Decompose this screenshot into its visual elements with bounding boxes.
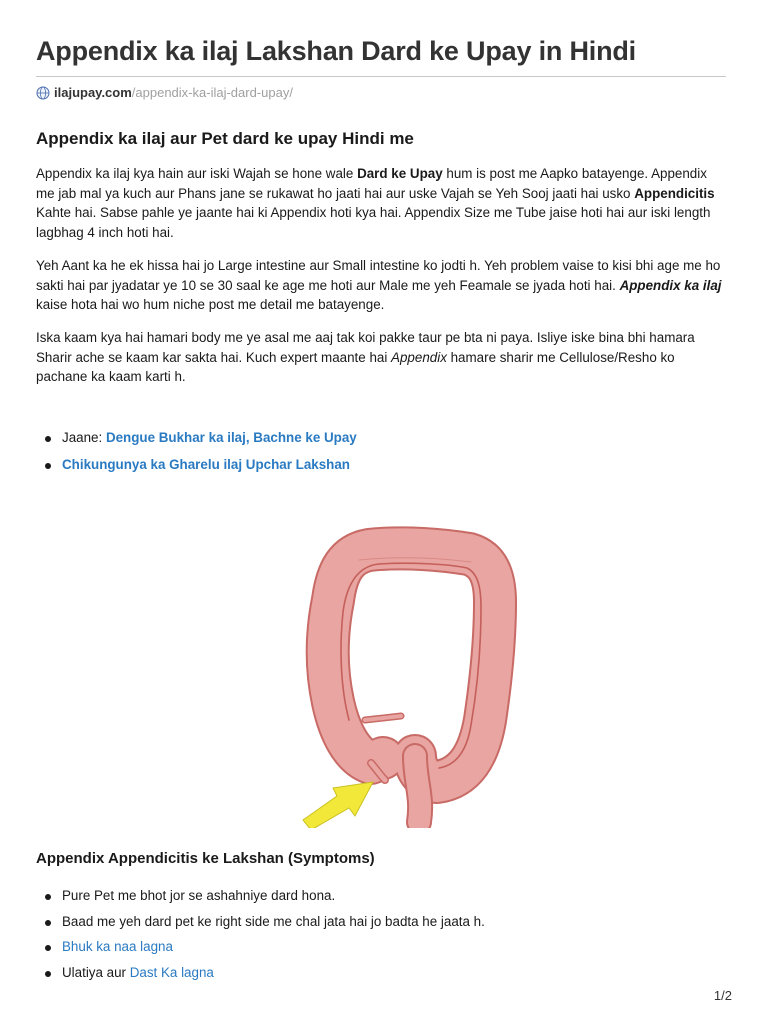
related-links-list: [36, 430, 726, 484]
italic-term-appendix: Appendix: [391, 349, 447, 365]
section-heading-lakshan: Appendix Appendicitis ke Lakshan (Symptoms): [36, 850, 375, 867]
page-title: Appendix ka ilaj Lakshan Dard ke Upay in Hindi: [36, 36, 636, 66]
link-dast-ka-lagna[interactable]: Dast Ka lagna: [129, 964, 214, 980]
text-run: Yeh Aant ka he ek hissa hai jo Large intestine aur Small intestine ko jodti h. Yeh problem vaise to kisi bhi age me ho sakti hai par jyadatar ye 10 se 30 saal ke age me hoti aur Male me yeh Feamale se jyada hoti hai.: [36, 258, 721, 293]
text-run: Appendix ka ilaj kya hain aur iski Wajah se hone wale: [36, 166, 358, 181]
list-item: [36, 965, 726, 991]
paragraph-intro: [36, 164, 726, 242]
text-run: Iska kaam kya hai hamari body me ye asal me aaj tak koi pakke taur pe bta ni paya. Isliye iske bina bhi hamara Sharir ache se kaam kar sakta hai. Kuch expert maante hai: [36, 330, 695, 365]
list-item: Pure Pet me bhot jor se ashahniye dard hona.: [36, 888, 726, 914]
list-item: Baad me yeh dard pet ke right side me chal jata hai jo badta he jaata h.: [36, 914, 726, 940]
link-prefix: Jaane:: [62, 430, 106, 445]
large-intestine-appendix-illustration: [289, 520, 517, 828]
link-bhuk-ka-naa-lagna[interactable]: Bhuk ka naa lagna: [62, 939, 173, 954]
section-heading-ilaj: Appendix ka ilaj aur Pet dard ke upay Hindi me: [36, 129, 414, 148]
list-item-prefix: Ulatiya aur: [62, 964, 130, 980]
link-dengue-bukhar[interactable]: Dengue Bukhar ka ilaj, Bachne ke Upay: [105, 430, 357, 445]
list-item: [36, 939, 726, 965]
text-run: hum is post me Aapko batayenge. Appendix me jab mal ya kuch aur Phans jane se rukawat ho jaati hai aur uske Vajah se Yeh Sooj jaati hai usko: [36, 166, 707, 201]
source-domain[interactable]: ilajupay.com: [54, 85, 132, 100]
source-line: [36, 85, 293, 100]
text-run: Kahte hai. Sabse pahle ye jaante hai ki Appendix hoti kya hai. Appendix Size me Tube jaise hoti hai aur iski length lagbhag 4 inch hoti hai.: [36, 205, 711, 240]
link-chikungunya[interactable]: Chikungunya ka Gharelu ilaj Upchar Lakshan: [62, 457, 350, 472]
paragraph-aant: [36, 256, 726, 315]
paragraph-kaam: [36, 328, 726, 387]
source-path[interactable]: /appendix-ka-ilaj-dard-upay/: [131, 85, 293, 100]
bold-term-appendicitis: Appendicitis: [634, 185, 715, 201]
list-item: [36, 457, 726, 484]
list-item: [36, 430, 726, 457]
bold-italic-term-appendix-ka-ilaj: Appendix ka ilaj: [619, 277, 722, 293]
title-divider: [36, 76, 726, 77]
bold-term-dard-ke-upay: Dard ke Upay: [357, 166, 443, 181]
text-run: kaise hota hai wo hum niche post me detail me batayenge.: [36, 297, 385, 313]
globe-icon: [36, 86, 50, 100]
page-number: 1/2: [713, 988, 732, 1003]
symptoms-list: [36, 888, 726, 990]
text-run: hamare sharir me Cellulose/Resho ko pachane ka kaam karti h.: [36, 349, 675, 385]
